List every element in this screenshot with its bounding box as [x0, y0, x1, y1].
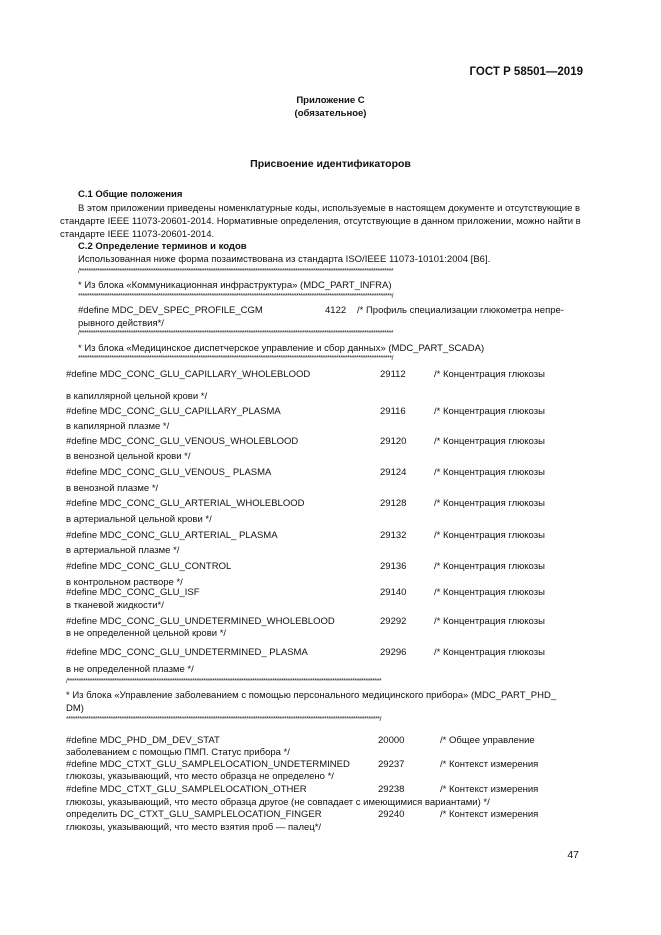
define-comment-cont: в венозной цельной крови */	[66, 451, 191, 462]
define-code: 29296	[380, 647, 407, 658]
define-comment: /* Концентрация глюкозы	[434, 369, 545, 380]
define-code: 29240	[378, 809, 405, 820]
define-comment: /* Концентрация глюкозы	[434, 406, 545, 417]
rule-close: *********************************************************************************************************************************************/	[66, 716, 382, 723]
rule-close: *********************************************************************************************************************************************/	[78, 293, 394, 300]
define-comment: /* Контекст измерения	[440, 784, 539, 795]
define-comment-cont: глюкозы, указывающий, что место взятия проб — палец*/	[66, 822, 322, 833]
define-comment-cont: в артериальной плазме */	[66, 545, 180, 556]
define-name: #define MDC_CTXT_GLU_SAMPLELOCATION_OTHER	[66, 784, 307, 795]
define-comment-cont: в капиллярной цельной крови */	[66, 391, 208, 402]
define-code: 29132	[380, 530, 407, 541]
section-c2-text: Использованная ниже форма позаимствована из стандарта ISO/IEEE 11073-10101:2004 [В6].	[78, 254, 491, 265]
define-name: #define MDC_PHD_DM_DEV_STAT	[66, 735, 220, 746]
define-code: 29238	[378, 784, 405, 795]
define-name: #define MDC_CONC_GLU_ARTERIAL_ PLASMA	[66, 530, 278, 541]
define-code: 29237	[378, 759, 405, 770]
define-comment-cont: глюкозы, указывающий, что место образца другое (не совпадает с имеющимися вариантами) */	[66, 797, 490, 808]
define-comment-cont: в контрольном растворе */	[66, 577, 183, 588]
define-comment-cont: в артериальной цельной крови */	[66, 514, 212, 525]
define-comment-cont: в капилярной плазме */	[66, 421, 170, 432]
section-c1-title: С.1 Общие положения	[78, 189, 183, 200]
define-comment: /* Профиль специализации глюкометра непре-	[357, 305, 564, 316]
document-standard-number: ГОСТ Р 58501—2019	[469, 66, 583, 78]
appendix-title: Приложение С	[296, 95, 365, 106]
define-code: 29124	[380, 467, 407, 478]
block-scada-label: * Из блока «Медицинское диспетчерское управление и сбор данных» (MDC_PART_SCADA)	[78, 343, 485, 354]
section-c1-text: В этом приложении приведены номенклатурные коды, используемые в настоящем документе и отсутствующие в стандарте IEEE 11073-20601-2014. Нормативные определения, отсутствующие в данном приложении, можно найти в стандарте IEEE 11073-20601-2014.	[60, 203, 581, 240]
define-name: #define MDC_CONC_GLU_ISF	[66, 587, 200, 598]
page-title: Присвоение идентификаторов	[250, 158, 411, 170]
define-comment-cont: заболеванием с помощью ПМП. Статус прибора */	[66, 747, 290, 758]
define-name: #define MDC_CONC_GLU_CAPILLARY_WHOLEBLOOD	[66, 369, 311, 380]
define-comment-cont: в не определенной плазме */	[66, 664, 194, 675]
define-name: #define MDC_CONC_GLU_CAPILLARY_PLASMA	[66, 406, 281, 417]
rule-open: /*********************************************************************************************************************************************	[78, 268, 394, 275]
define-comment-cont: в тканевой жидкости*/	[66, 600, 164, 611]
appendix-subtitle: (обязательное)	[294, 108, 367, 119]
define-comment: /* Концентрация глюкозы	[434, 498, 545, 509]
define-comment: /* Концентрация глюкозы	[434, 467, 545, 478]
rule-open: /*********************************************************************************************************************************************	[78, 330, 394, 337]
define-name: #define MDC_CONC_GLU_CONTROL	[66, 561, 232, 572]
define-name: определить DC_CTXT_GLU_SAMPLELOCATION_FINGER	[66, 809, 322, 820]
define-code: 20000	[378, 735, 405, 746]
define-code: 29292	[380, 616, 407, 627]
block-phd-label-cont: DM)	[66, 703, 84, 714]
define-comment: /* Контекст измерения	[440, 759, 539, 770]
define-comment-cont: глюкозы, указывающий, что место образца не определено */	[66, 771, 334, 782]
define-comment-cont: в венозной плазме */	[66, 483, 159, 494]
define-comment: /* Концентрация глюкозы	[434, 561, 545, 572]
page-number: 47	[567, 849, 579, 861]
define-comment-cont: в не определенной цельной крови */	[66, 628, 227, 639]
define-name: #define MDC_CONC_GLU_ARTERIAL_WHOLEBLOOD	[66, 498, 305, 509]
define-comment: /* Концентрация глюкозы	[434, 587, 545, 598]
define-code: 29140	[380, 587, 407, 598]
block-infra-label: * Из блока «Коммуникационная инфраструктура» (MDC_PART_INFRA)	[78, 280, 392, 291]
define-name: #define MDC_CONC_GLU_VENOUS_ PLASMA	[66, 467, 272, 478]
define-comment: /* Концентрация глюкозы	[434, 530, 545, 541]
define-name: #define MDC_DEV_SPEC_PROFILE_CGM	[78, 305, 263, 316]
section-c2-title: С.2 Определение терминов и кодов	[78, 241, 247, 252]
define-name: #define MDC_CONC_GLU_UNDETERMINED_ PLASMA	[66, 647, 308, 658]
define-comment: /* Концентрация глюкозы	[434, 436, 545, 447]
define-code: 29120	[380, 436, 407, 447]
define-comment: /* Концентрация глюкозы	[434, 647, 545, 658]
define-code: 4122	[325, 305, 347, 316]
define-comment: /* Контекст измерения	[440, 809, 539, 820]
define-code: 29116	[380, 406, 406, 417]
define-comment: /* Концентрация глюкозы	[434, 616, 545, 627]
define-code: 29128	[380, 498, 407, 509]
define-name: #define MDC_CTXT_GLU_SAMPLELOCATION_UNDETERMINED	[66, 759, 350, 770]
define-name: #define MDC_CONC_GLU_UNDETERMINED_WHOLEBLOOD	[66, 616, 335, 627]
define-code: 29112	[380, 369, 406, 380]
define-code: 29136	[380, 561, 407, 572]
define-name: #define MDC_CONC_GLU_VENOUS_WHOLEBLOOD	[66, 436, 299, 447]
rule-open: /*********************************************************************************************************************************************	[66, 678, 382, 685]
define-comment: /* Общее управление	[440, 735, 535, 746]
block-phd-label: * Из блока «Управление заболеванием с помощью персонального медицинского прибора» (MDC_PART_PHD_	[66, 690, 557, 701]
define-comment-cont: рывного действия*/	[78, 318, 164, 329]
rule-close: *********************************************************************************************************************************************/	[78, 355, 394, 362]
